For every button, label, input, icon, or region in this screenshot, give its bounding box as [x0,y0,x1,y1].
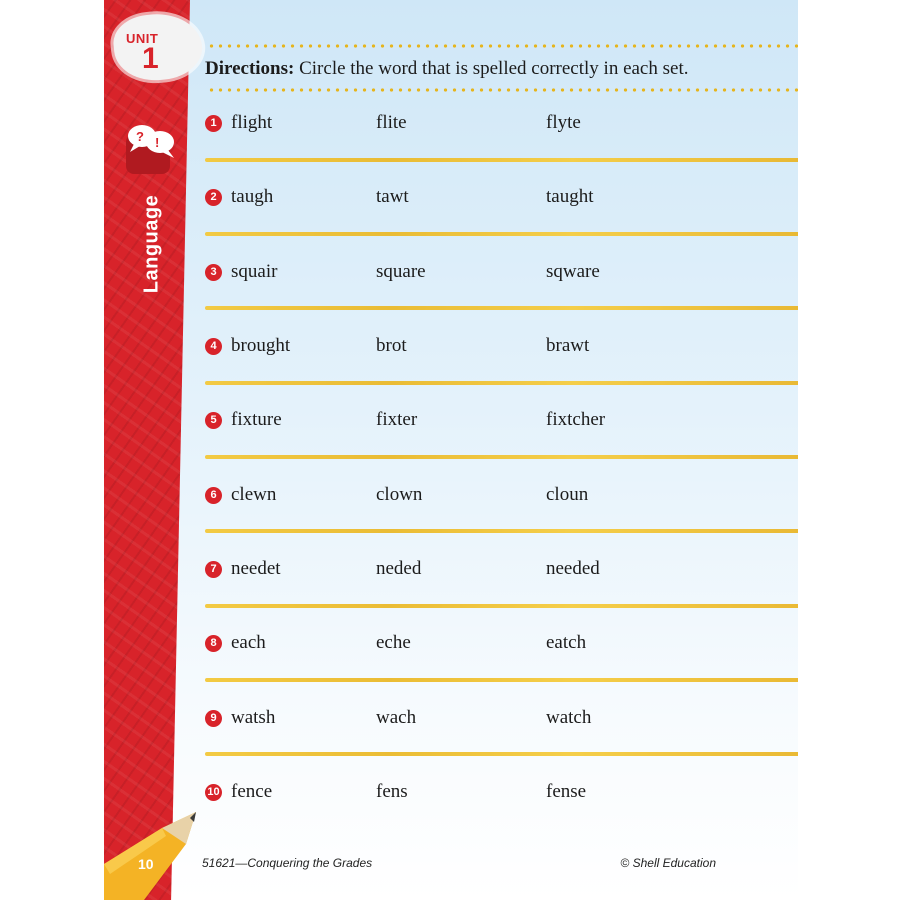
word-choice[interactable]: taught [546,186,594,207]
page-number: 10 [138,856,154,872]
dotted-rule-top [207,44,798,48]
list-item [205,781,798,821]
section-label: Language [140,194,163,294]
word-choice[interactable]: sqware [546,261,600,282]
list-item [205,707,798,747]
word-choice[interactable]: brawt [546,335,590,356]
list-item [205,335,798,375]
answer-line [205,306,798,310]
directions-text: Circle the word that is spelled correctly in each set. [299,58,689,79]
pencil-icon [104,804,214,900]
svg-text:!: ! [155,135,160,150]
word-choice[interactable]: fixture [231,409,282,430]
item-number: 10 [205,784,222,801]
word-choice[interactable]: flite [376,112,407,133]
word-choice[interactable]: cloun [546,484,589,505]
word-choice[interactable]: eche [376,632,411,653]
list-item [205,484,798,524]
word-choice[interactable]: eatch [546,632,587,653]
word-choice[interactable]: fense [546,781,587,802]
word-choice[interactable]: tawt [376,186,409,207]
word-choice[interactable]: each [231,632,266,653]
footer-copyright: © Shell Education [620,856,716,870]
answer-line [205,455,798,459]
word-choice[interactable]: flight [231,112,273,133]
word-choice[interactable]: brought [231,335,291,356]
item-number: 7 [205,561,222,578]
word-choice[interactable]: squair [231,261,278,282]
footer-title: 51621—Conquering the Grades [202,856,373,870]
worksheet-page [104,0,798,900]
answer-line [205,158,798,162]
list-item [205,409,798,449]
list-item [205,112,798,152]
dotted-rule-bottom [207,88,798,92]
svg-text:?: ? [136,129,144,144]
word-choice[interactable]: fixter [376,409,418,430]
item-number: 5 [205,412,222,429]
word-choice[interactable]: fens [376,781,408,802]
speech-bubbles-icon [124,120,180,176]
unit-label: UNIT [126,31,159,46]
item-number: 1 [205,115,222,132]
word-choice[interactable]: clown [376,484,423,505]
answer-line [205,529,798,533]
directions-label: Directions: [205,58,295,79]
word-choice[interactable]: fixtcher [546,409,606,430]
answer-line [205,232,798,236]
word-choice[interactable]: needet [231,558,281,579]
answer-line [205,678,798,682]
list-item [205,632,798,672]
word-choice[interactable]: watch [546,707,592,728]
word-choice[interactable]: wach [376,707,417,728]
item-number: 2 [205,189,222,206]
word-choice[interactable]: square [376,261,426,282]
word-choice[interactable]: taugh [231,186,274,207]
list-item [205,558,798,598]
word-choice[interactable]: watsh [231,707,276,728]
answer-line [205,381,798,385]
item-number: 6 [205,487,222,504]
word-choice[interactable]: needed [546,558,600,579]
unit-number: 1 [142,42,159,75]
word-choice[interactable]: brot [376,335,407,356]
word-choice[interactable]: neded [376,558,422,579]
answer-line [205,752,798,756]
word-choice[interactable]: fence [231,781,273,802]
item-number: 3 [205,264,222,281]
list-item [205,261,798,301]
item-number: 9 [205,710,222,727]
word-choice[interactable]: flyte [546,112,581,133]
directions [205,58,688,80]
item-number: 4 [205,338,222,355]
list-item [205,186,798,226]
answer-line [205,604,798,608]
word-choice[interactable]: clewn [231,484,277,505]
item-number: 8 [205,635,222,652]
